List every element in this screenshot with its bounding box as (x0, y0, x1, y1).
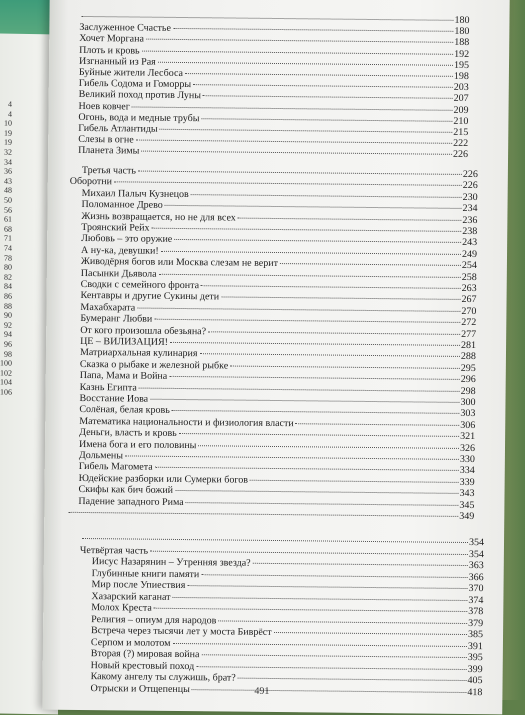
toc-title: Изгнанный из Рая (79, 57, 157, 68)
toc-leader-dots (154, 607, 468, 612)
toc-page-number: 326 (460, 444, 475, 454)
toc-leader-dots (175, 489, 458, 494)
left-page-number: 50 (0, 195, 12, 204)
toc-title: Михаил Палыч Кузнецов (82, 189, 190, 200)
toc-leader-dots (150, 398, 459, 403)
toc-page-number: 281 (461, 341, 476, 351)
toc-leader-dots (170, 341, 460, 346)
toc-leader-dots (165, 204, 462, 209)
left-page-number: 102 (0, 368, 12, 377)
left-page-number: 84 (0, 282, 12, 291)
toc-leader-dots (160, 128, 453, 133)
toc-leader-dots (82, 537, 468, 543)
toc-title: Живодёрня богов или Москва слезам не верит (81, 257, 279, 269)
left-page-number: 4 (0, 99, 12, 108)
toc-page-number: 288 (461, 352, 476, 362)
toc-leader-dots (185, 72, 453, 77)
toc-leader-dots (136, 139, 452, 144)
toc-page-number: 354 (469, 538, 484, 548)
toc-leader-dots (146, 38, 453, 43)
toc-leader-dots (238, 677, 467, 681)
toc-title: Юдейские разборки или Сумерки богов (79, 474, 249, 486)
toc-title: Любовь – это оружие (81, 234, 173, 245)
toc-page-number: 399 (468, 665, 483, 675)
toc-leader-dots (201, 653, 466, 658)
toc-leader-dots (230, 364, 460, 368)
left-page-number: 56 (0, 205, 12, 214)
toc-page-number: 192 (454, 49, 469, 59)
toc-leader-dots (201, 284, 461, 289)
book-page (42, 0, 510, 714)
toc-leader-dots (154, 318, 460, 323)
toc-page-number: 339 (460, 478, 475, 488)
toc-leader-dots (114, 181, 462, 187)
toc-title: Молох Креста (91, 603, 153, 614)
toc-page-number: 391 (468, 642, 483, 652)
toc-leader-dots (152, 227, 462, 232)
left-page-number: 96 (0, 339, 12, 348)
toc-leader-dots (125, 454, 459, 459)
toc-leader-dots (161, 250, 461, 255)
toc-leader-dots (198, 444, 459, 449)
left-page-number: 94 (0, 330, 12, 339)
toc-page-number: 330 (460, 455, 475, 465)
toc-title: Восстание Иова (79, 394, 149, 405)
toc-page-number: 198 (454, 72, 469, 82)
toc-title: Жизнь возвращается, но не для всех (81, 212, 237, 224)
toc-page-number: 180 (454, 16, 469, 26)
toc-title: Папа, Мама и Война (80, 371, 169, 382)
toc-page-number: 203 (454, 83, 469, 93)
left-page-number: 80 (0, 263, 12, 272)
toc-leader-dots (81, 15, 453, 21)
toc-title: Встреча через тысячи лет у моста Биврёст (91, 626, 273, 638)
toc-leader-dots (150, 549, 468, 554)
toc-title: От кого произошла обезьяна? (80, 326, 207, 337)
left-page-number: 100 (0, 359, 12, 368)
left-page-number: 48 (0, 186, 12, 195)
toc-page-number: 295 (461, 364, 476, 374)
toc-title: Дольмены (79, 451, 124, 461)
toc-title: А ну-ка, девушки! (81, 246, 160, 257)
toc-page-number: 343 (459, 489, 474, 499)
toc-title: Глубинные книги памяти (92, 569, 201, 580)
toc-page-number: 258 (462, 273, 477, 283)
toc-page-number: 215 (453, 128, 468, 138)
toc-leader-dots (208, 330, 460, 335)
toc-title: Математика национальности и физиология власти (79, 417, 295, 429)
toc-leader-dots (158, 61, 453, 66)
toc-page-number: 180 (454, 27, 469, 37)
toc-title: Плоть и кровь (79, 46, 141, 57)
toc-page-number: 298 (461, 387, 476, 397)
left-page-number: 61 (0, 215, 12, 224)
left-page-number: 104 (0, 378, 12, 387)
toc-page-number: 303 (460, 409, 475, 419)
toc-title: Махабхарата (80, 303, 136, 314)
toc-title: Бумеранг Любви (80, 314, 153, 325)
toc-page-number: 254 (462, 261, 477, 271)
toc-title: Какому ангелу ты служишь, брат? (91, 672, 237, 684)
toc-leader-dots (138, 170, 462, 175)
toc-title: Иисус Назарянин – Утренняя звезда? (92, 557, 252, 569)
toc-title: Третья часть (82, 166, 137, 177)
toc-page-number: 321 (460, 432, 475, 442)
toc-page-number: 395 (468, 653, 483, 663)
toc-leader-dots (280, 262, 461, 266)
toc-page-number: 385 (468, 630, 483, 640)
toc-title: Мир после Упиествия (91, 580, 186, 591)
toc-page-number: 226 (463, 181, 478, 191)
toc-leader-dots (155, 466, 459, 471)
toc-page-number: 243 (462, 238, 477, 248)
left-page-number: 43 (0, 176, 12, 185)
toc-leader-dots (250, 479, 459, 483)
toc-page-number: 249 (462, 250, 477, 260)
toc-leader-dots (174, 238, 461, 243)
toc-title: Серпом и молотом (91, 638, 172, 649)
toc-title: Оборотни (70, 177, 113, 187)
toc-leader-dots (196, 665, 466, 670)
toc-title: Гибель Магомета (79, 462, 154, 473)
toc-leader-dots (173, 27, 453, 32)
toc-page-number: 405 (468, 676, 483, 686)
toc-title: Новый крестовый поход (91, 661, 196, 672)
toc-page-number: 263 (462, 284, 477, 294)
left-page-number: 86 (0, 291, 12, 300)
toc-page-number: 267 (461, 295, 476, 305)
toc-title: Планета Зимы (78, 146, 140, 157)
toc-title: Великий поход против Луны (79, 90, 202, 101)
toc-leader-dots (141, 150, 452, 155)
toc-page-number: 188 (454, 38, 469, 48)
toc-leader-dots (203, 95, 453, 100)
toc-title: Заслуженное Счастье (79, 23, 172, 34)
left-page-number: 10 (0, 119, 12, 128)
toc-entry (90, 684, 482, 698)
toc-page-number: 374 (468, 596, 483, 606)
left-page-number: 82 (0, 272, 12, 281)
toc-title: Ноев ковчег (79, 102, 131, 113)
left-page-number: 78 (0, 253, 12, 262)
toc-leader-dots (172, 409, 460, 414)
toc-leader-dots (192, 688, 467, 693)
toc-page-number: 222 (453, 139, 468, 149)
toc-page-number: 270 (461, 307, 476, 317)
toc-page-number: 378 (468, 607, 483, 617)
toc-page-number: 236 (462, 216, 477, 226)
page-number: 491 (254, 686, 269, 697)
toc-title: Кентавры и другие Сукины дети (81, 291, 221, 302)
toc-title: Огонь, вода и медные трубы (78, 113, 200, 124)
toc-leader-dots (274, 631, 467, 635)
toc-leader-dots (132, 105, 453, 110)
toc-title: Имена бога и его половины (79, 440, 198, 451)
toc-leader-dots (186, 501, 459, 506)
toc-page-number: 379 (468, 619, 483, 629)
toc-title: Хочет Моргана (79, 34, 145, 45)
toc-page-number: 226 (453, 150, 468, 160)
toc-title: Солёная, белая кровь (79, 405, 171, 416)
toc-leader-dots (296, 422, 460, 426)
toc-title: Гибель Содома и Гоморры (79, 79, 192, 90)
left-page-number: 34 (0, 157, 12, 166)
left-page-number: 71 (0, 234, 12, 243)
toc-title: Поломанное Древо (81, 200, 163, 211)
toc-title: Четвёртая часть (80, 545, 149, 556)
toc-page-number: 210 (453, 117, 468, 127)
toc-page-number: 345 (459, 501, 474, 511)
toc-title: Деньги, власть и кровь (79, 428, 178, 439)
toc-page-number: 300 (460, 398, 475, 408)
left-page-number: 90 (0, 311, 12, 320)
toc-title: Скифы как бич божий (78, 485, 174, 496)
toc-page-number: 238 (462, 227, 477, 237)
left-page-number: 4 (0, 109, 12, 118)
toc-leader-dots (137, 306, 460, 311)
toc-leader-dots (221, 296, 460, 301)
left-page-number: 88 (0, 301, 12, 310)
toc-leader-dots (218, 619, 467, 624)
toc-title: Гибель Атлантиды (78, 124, 158, 135)
toc-leader-dots (159, 272, 461, 277)
toc-leader-dots (169, 375, 459, 380)
toc-page-number: 296 (461, 375, 476, 385)
toc-page-number: 366 (469, 573, 484, 583)
toc-page-number: 354 (469, 550, 484, 560)
toc-title: Сводки с семейного фронта (81, 280, 200, 291)
toc-leader-dots (139, 386, 460, 391)
toc-leader-dots (187, 584, 467, 589)
toc-page-number: 418 (467, 688, 482, 698)
toc-leader-dots (179, 432, 459, 437)
toc-title: Троянский Рейх (81, 223, 150, 234)
toc-page-number: 195 (454, 61, 469, 71)
toc-title: Слезы в огне (78, 135, 135, 146)
toc-page-number: 226 (463, 170, 478, 180)
toc-page-number: 370 (468, 584, 483, 594)
left-page-number: 92 (0, 320, 12, 329)
toc-title: Матриархальная кулинария (80, 348, 199, 359)
toc-leader-dots (238, 216, 462, 220)
toc-title: Отрыски и Отщепенцы (90, 684, 190, 695)
toc-page-number: 230 (463, 193, 478, 203)
toc-title: ЦЕ – ВИЛИЗАЦИЯ! (80, 337, 169, 348)
toc-leader-dots (142, 49, 453, 54)
left-page-number: 74 (0, 243, 12, 252)
left-page-number: 68 (0, 224, 12, 233)
left-page-number: 32 (0, 147, 12, 156)
toc-title: Хазарский каганат (91, 592, 171, 603)
left-page-number: 36 (0, 167, 12, 176)
toc-leader-dots (193, 83, 453, 88)
left-page-number: 19 (0, 128, 12, 137)
toc-leader-dots (253, 562, 468, 566)
toc-page-number: 349 (459, 512, 474, 522)
toc-leader-dots (201, 573, 467, 578)
toc-page-number: 334 (460, 466, 475, 476)
toc-page-number: 234 (462, 204, 477, 214)
toc-title: Пасынки Дьявола (81, 269, 158, 280)
left-page-number: 98 (0, 349, 12, 358)
left-page-number: 19 (0, 138, 12, 147)
toc-leader-dots (191, 193, 462, 198)
toc-title: Казнь Египта (80, 383, 138, 394)
toc-leader-dots (68, 511, 458, 517)
toc-leader-dots (200, 353, 460, 358)
toc-leader-dots (172, 641, 466, 646)
toc-title: Религия – опиум для народов (91, 615, 217, 626)
toc-title: Сказка о рыбаке и железной рыбке (80, 360, 229, 372)
toc-page-number: 277 (461, 330, 476, 340)
toc-page-number: 209 (453, 105, 468, 115)
toc-title: Вторая (?) мировая война (91, 649, 201, 660)
toc-title: Буйные жители Лесбоса (79, 68, 184, 79)
toc-leader-dots (201, 117, 452, 122)
left-page-number: 106 (0, 387, 12, 396)
toc-page-number: 272 (461, 318, 476, 328)
toc-leader-dots (173, 595, 468, 600)
toc-title: Падение западного Рима (78, 497, 184, 508)
toc-page-number: 207 (454, 94, 469, 104)
toc-page-number: 363 (469, 561, 484, 571)
toc-page-number: 306 (460, 421, 475, 431)
